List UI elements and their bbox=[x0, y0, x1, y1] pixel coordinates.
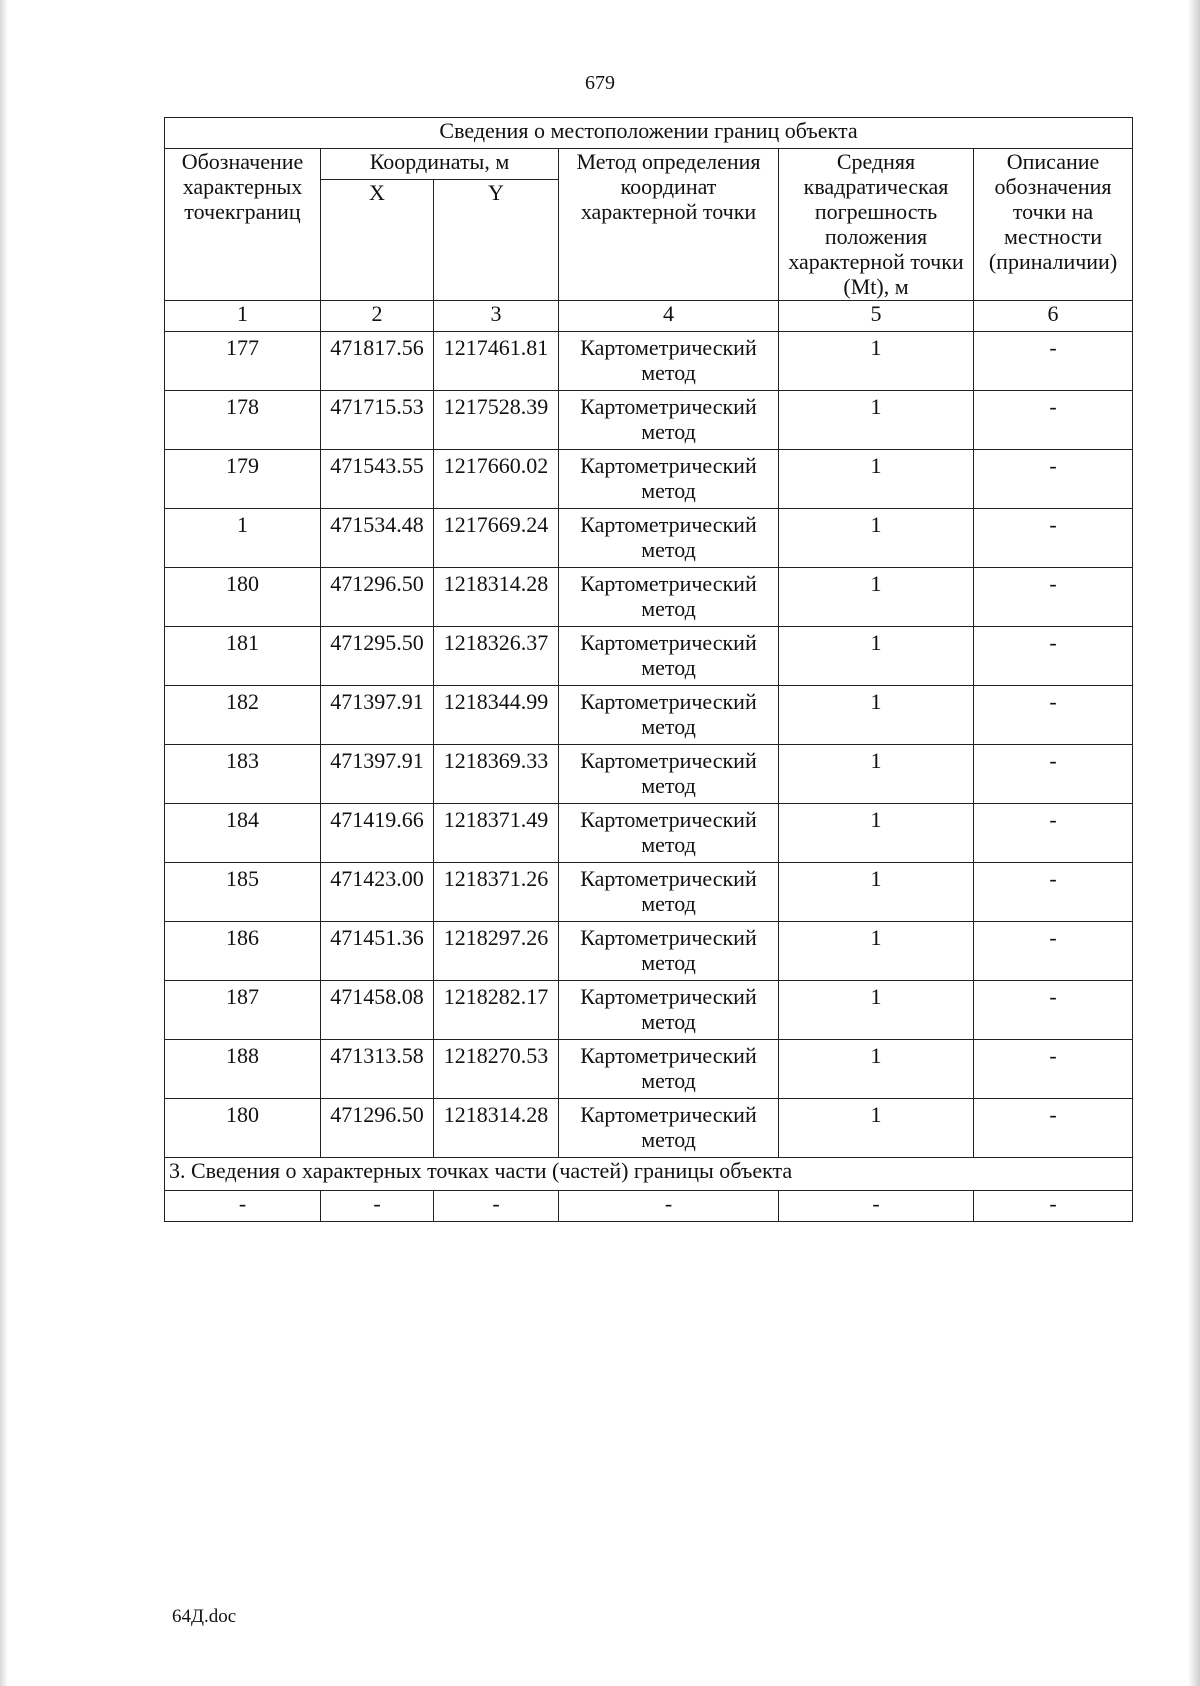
cell-x: 471295.50 bbox=[321, 627, 434, 686]
table-row bbox=[165, 391, 1133, 450]
section-3-value: - bbox=[434, 1191, 559, 1222]
cell-x: 471715.53 bbox=[321, 391, 434, 450]
cell-description: - bbox=[974, 981, 1133, 1040]
footer-filename: 64Д.doc bbox=[172, 1606, 237, 1627]
table-row bbox=[165, 686, 1133, 745]
boundary-points-table bbox=[164, 117, 1133, 1222]
cell-x: 471419.66 bbox=[321, 804, 434, 863]
cell-point: 183 bbox=[165, 745, 321, 804]
cell-point: 180 bbox=[165, 568, 321, 627]
cell-y: 1218297.26 bbox=[434, 922, 559, 981]
cell-y: 1218314.28 bbox=[434, 568, 559, 627]
cell-y: 1218326.37 bbox=[434, 627, 559, 686]
cell-description: - bbox=[974, 863, 1133, 922]
cell-x: 471534.48 bbox=[321, 509, 434, 568]
cell-y: 1217660.02 bbox=[434, 450, 559, 509]
cell-y: 1218344.99 bbox=[434, 686, 559, 745]
cell-description: - bbox=[974, 509, 1133, 568]
cell-description: - bbox=[974, 450, 1133, 509]
cell-point: 181 bbox=[165, 627, 321, 686]
section-3-value: - bbox=[321, 1191, 434, 1222]
cell-x: 471296.50 bbox=[321, 568, 434, 627]
table-title-row bbox=[165, 118, 1133, 149]
cell-x: 471397.91 bbox=[321, 745, 434, 804]
cell-method: Картометрический метод bbox=[559, 1040, 779, 1099]
cell-error: 1 bbox=[779, 627, 974, 686]
cell-error: 1 bbox=[779, 922, 974, 981]
column-numbers-row bbox=[165, 301, 1133, 332]
cell-error: 1 bbox=[779, 745, 974, 804]
table-row bbox=[165, 1040, 1133, 1099]
cell-point: 177 bbox=[165, 332, 321, 391]
cell-method: Картометрический метод bbox=[559, 568, 779, 627]
table-row bbox=[165, 745, 1133, 804]
section-3-values-row bbox=[165, 1191, 1133, 1222]
cell-method: Картометрический метод bbox=[559, 391, 779, 450]
cell-error: 1 bbox=[779, 804, 974, 863]
cell-method: Картометрический метод bbox=[559, 863, 779, 922]
cell-method: Картометрический метод bbox=[559, 627, 779, 686]
column-number: 5 bbox=[779, 301, 974, 332]
cell-point: 186 bbox=[165, 922, 321, 981]
cell-point: 188 bbox=[165, 1040, 321, 1099]
header-point-designation: Обозначение характерных точекграниц bbox=[165, 149, 321, 301]
cell-method: Картометрический метод bbox=[559, 509, 779, 568]
cell-description: - bbox=[974, 686, 1133, 745]
cell-method: Картометрический метод bbox=[559, 686, 779, 745]
header-y: Y bbox=[434, 180, 559, 301]
cell-description: - bbox=[974, 1040, 1133, 1099]
table-row bbox=[165, 981, 1133, 1040]
table-row bbox=[165, 863, 1133, 922]
table-row bbox=[165, 804, 1133, 863]
table-row bbox=[165, 332, 1133, 391]
cell-x: 471451.36 bbox=[321, 922, 434, 981]
cell-error: 1 bbox=[779, 863, 974, 922]
cell-error: 1 bbox=[779, 1040, 974, 1099]
cell-x: 471313.58 bbox=[321, 1040, 434, 1099]
table-row bbox=[165, 1099, 1133, 1158]
section-3-value: - bbox=[165, 1191, 321, 1222]
column-number: 3 bbox=[434, 301, 559, 332]
section-3-row bbox=[165, 1158, 1133, 1191]
cell-point: 182 bbox=[165, 686, 321, 745]
table-row bbox=[165, 450, 1133, 509]
cell-method: Картометрический метод bbox=[559, 332, 779, 391]
table-header-row bbox=[165, 149, 1133, 180]
scan-edge-left bbox=[0, 0, 8, 1686]
table-row bbox=[165, 627, 1133, 686]
column-number: 6 bbox=[974, 301, 1133, 332]
header-mean-error: Средняя квадратическая погрешность положения характерной точки (Mt), м bbox=[779, 149, 974, 301]
cell-x: 471817.56 bbox=[321, 332, 434, 391]
cell-y: 1217528.39 bbox=[434, 391, 559, 450]
cell-x: 471543.55 bbox=[321, 450, 434, 509]
cell-y: 1218369.33 bbox=[434, 745, 559, 804]
cell-x: 471397.91 bbox=[321, 686, 434, 745]
cell-method: Картометрический метод bbox=[559, 1099, 779, 1158]
cell-error: 1 bbox=[779, 981, 974, 1040]
header-description: Описание обозначения точки на местности (приналичии) bbox=[974, 149, 1133, 301]
cell-method: Картометрический метод bbox=[559, 450, 779, 509]
cell-point: 184 bbox=[165, 804, 321, 863]
cell-point: 180 bbox=[165, 1099, 321, 1158]
table-row bbox=[165, 922, 1133, 981]
cell-y: 1218270.53 bbox=[434, 1040, 559, 1099]
column-number: 4 bbox=[559, 301, 779, 332]
cell-y: 1217669.24 bbox=[434, 509, 559, 568]
section-3-value: - bbox=[974, 1191, 1133, 1222]
cell-error: 1 bbox=[779, 1099, 974, 1158]
cell-method: Картометрический метод bbox=[559, 981, 779, 1040]
cell-y: 1218371.26 bbox=[434, 863, 559, 922]
section-3-value: - bbox=[779, 1191, 974, 1222]
section-3-value: - bbox=[559, 1191, 779, 1222]
cell-description: - bbox=[974, 745, 1133, 804]
cell-description: - bbox=[974, 332, 1133, 391]
table-row bbox=[165, 568, 1133, 627]
header-method: Метод определения координат характерной точки bbox=[559, 149, 779, 301]
cell-error: 1 bbox=[779, 686, 974, 745]
cell-y: 1217461.81 bbox=[434, 332, 559, 391]
column-number: 1 bbox=[165, 301, 321, 332]
cell-error: 1 bbox=[779, 391, 974, 450]
cell-error: 1 bbox=[779, 450, 974, 509]
cell-y: 1218371.49 bbox=[434, 804, 559, 863]
cell-x: 471296.50 bbox=[321, 1099, 434, 1158]
cell-method: Картометрический метод bbox=[559, 745, 779, 804]
cell-description: - bbox=[974, 568, 1133, 627]
header-coordinates: Координаты, м bbox=[321, 149, 559, 180]
section-3-title: 3. Сведения о характерных точках части (частей) границы объекта bbox=[165, 1158, 1133, 1191]
cell-point: 1 bbox=[165, 509, 321, 568]
cell-x: 471458.08 bbox=[321, 981, 434, 1040]
cell-method: Картометрический метод bbox=[559, 922, 779, 981]
cell-x: 471423.00 bbox=[321, 863, 434, 922]
cell-point: 187 bbox=[165, 981, 321, 1040]
cell-point: 185 bbox=[165, 863, 321, 922]
cell-y: 1218314.28 bbox=[434, 1099, 559, 1158]
cell-description: - bbox=[974, 391, 1133, 450]
table-title: Сведения о местоположении границ объекта bbox=[165, 118, 1133, 149]
cell-description: - bbox=[974, 804, 1133, 863]
cell-error: 1 bbox=[779, 509, 974, 568]
cell-description: - bbox=[974, 922, 1133, 981]
scan-edge-right bbox=[1188, 0, 1200, 1686]
cell-point: 178 bbox=[165, 391, 321, 450]
column-number: 2 bbox=[321, 301, 434, 332]
table-row bbox=[165, 509, 1133, 568]
cell-y: 1218282.17 bbox=[434, 981, 559, 1040]
cell-point: 179 bbox=[165, 450, 321, 509]
cell-description: - bbox=[974, 627, 1133, 686]
header-x: X bbox=[321, 180, 434, 301]
cell-description: - bbox=[974, 1099, 1133, 1158]
page-number: 679 bbox=[585, 72, 615, 94]
cell-error: 1 bbox=[779, 568, 974, 627]
cell-error: 1 bbox=[779, 332, 974, 391]
cell-method: Картометрический метод bbox=[559, 804, 779, 863]
